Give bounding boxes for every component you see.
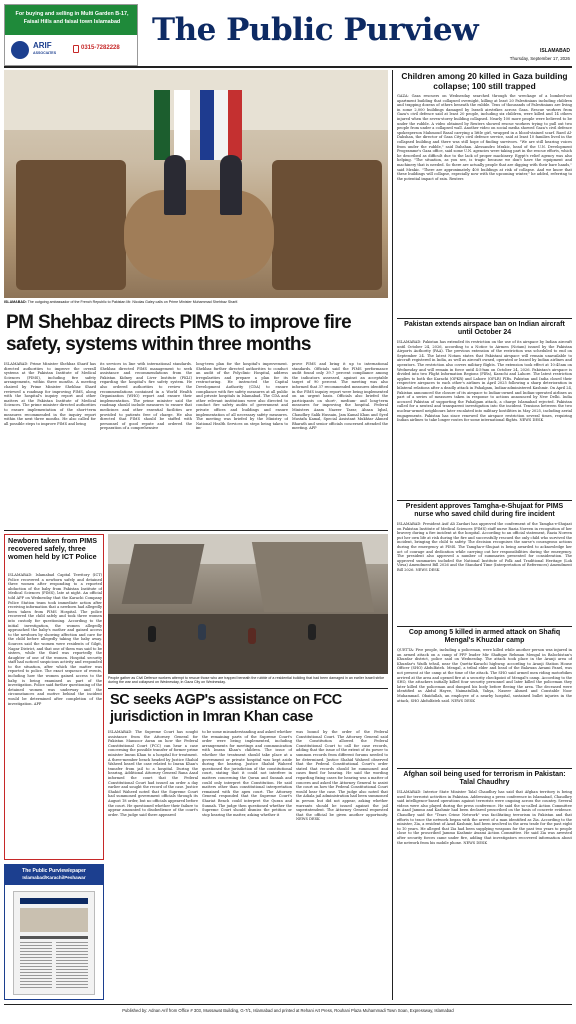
sc-story-column-2: to be some misunderstanding and asked whether the remaining parts of the Supreme Court's order were being implemented, including arrangements for meetings and communication with Imran Khan's children. The issue of whether the treatment should take place at a government or private hospital was kept aside during the hearing. Justice Shahid Waheed questioned the jurisdiction of the constitutional court, stating that it could not interfere in matters concerning the Quran and Sunnah and could only interpret the Constitution. He said matters other than constitutional interpretation remained with the apex court. The Attorney General responded that the Supreme Court's Shariat Bench could interpret the Quran and Sunnah. The judge then questioned whether the Supreme Court should dismiss the petition or stop hearing the matter, asking whether it bbox=[202, 730, 292, 817]
epaper-advertisement[interactable] bbox=[4, 864, 104, 1000]
top-photo-caption bbox=[4, 300, 388, 305]
sc-headline-line-1[interactable]: SC seeks AGP's assistance on FCC bbox=[110, 692, 342, 708]
ad-brand-sub: ASSOCIATES bbox=[33, 51, 57, 55]
right-rule-3 bbox=[397, 626, 572, 627]
main-story-column-3: long-term plan for the hospital's improvement. Shehbaz further directed authorities to conduct an audit of the Polyclinic Hospital, address irregularities and prepare a plan for its restructuring. He instructed the Capital Development Authority (CDA) to ensure compliance with fire safety measures at all public and private hospitals in Islamabad. The CDA and other relevant institutions were also directed to conduct fire safety audits of government and private offices and buildings and ensure implementation of all necessary safety measures. The meeting was briefed by the Ministry of National Health Services on steps being taken to im- bbox=[196, 362, 288, 431]
sc-story-column-3: was bound by the order of the Federal Constitutional Court. The Attorney General said the Constitution allowed the Federal Constitutional Court to call for case records, adding that the issue of the extent of its power to summon records from different forums needed to be determined. Justice Shahid Waheed observed that the Federal Constitutional Court's order stated that records should be summoned and cases fixed for hearing. He said the wording regarding fixing cases for hearing was a matter of concern and asked the Attorney General to assist the court on how the Federal Constitutional Court would hear the case. The judge also noted that the Adiala jail administration had been summoned in person but did not appear, asking whether warrants should be issued against the jail superintendent. The Attorney General requested that the official be given another opportunity. NEWS DESK bbox=[296, 730, 388, 822]
airspace-ban-body: ISLAMABAD: Pakistan has extended its restriction on the use of its airspace by Indian aircraft until October 24, 2026, according to a Notice to Airmen (Notam) issued by the Pakistan Airports Authority (PAA). The previous extension of the restriction was scheduled to end on September 24. The latest Notam states that Pakistani airspace will remain unavailable to aircraft registered in India, as well as aircraft owned, operated or leased by Indian airlines and operators. The restriction also covers military flights. The extension took effect at 10:45am on Wednesday and will remain in force until 4:59am on October 24, 2026. Pakistan's airspace is divided into two Flight Information Regions (FIRs), Karachi and Lahore. The latest restriction applies to both the Karachi (OPKR) and Lahore (OPLR) FIRs. Pakistan and India closed their respective airspaces to each other's airlines in April 2025 following a sharp deterioration in bilateral relations after a deadly attack in Pahalgam, Indian-administered Kashmir. On April 24, Pakistan announced the closure of its airspace to Indian-owned and Indian-operated airlines as part of a series of measures taken in response to actions announced by New Delhi. India accused Pakistan of supporting the Pahalgam attack, a charge Islamabad rejected. Pakistan called for a neutral and transparent investigation into the incident. Tensions between the two nuclear-armed neighbours later escalated into military hostilities in May 2025, including aerial engagements. Pakistan has since renewed the airspace restriction several times, requiring Indian airlines to take longer routes for some international flights. NEWS DESK bbox=[397, 340, 572, 423]
masthead-rule bbox=[4, 66, 572, 68]
ambassador-meeting-photo bbox=[4, 70, 388, 298]
caption-dateline: ISLAMABAD: bbox=[4, 300, 27, 304]
talal-chaudhry-headline[interactable]: Afghan soil being used for terrorism in Pakistan: Talal Chaudhry bbox=[403, 771, 566, 786]
gaza-collapse-headline[interactable]: Children among 20 killed in Gaza building collapse; 100 still trapped bbox=[401, 71, 568, 91]
gaza-photo-caption: People gather as Civil Defence workers attempt to rescue those who are trapped beneath the rubble of a residential building that had been damaged in an earlier Israeli strike during the war and collapsed on Wednesday, in Gaza City on Wednesday. bbox=[108, 676, 385, 685]
main-headline-line-2[interactable]: safety, systems within three months bbox=[6, 334, 311, 355]
ad-phone: 0315-7282228 bbox=[81, 45, 120, 51]
ad-line-1: For buying and selling in Multi Garden B-17, bbox=[15, 11, 129, 17]
epaper-ad-line-1: The Public Purview/epaper bbox=[22, 868, 86, 874]
right-rule-2 bbox=[397, 500, 572, 501]
main-headline-line-1[interactable]: PM Shehbaz directs PIMS to improve fire bbox=[6, 312, 352, 333]
publisher-footer: Published by: Adnan Arif from Office # 303, Mussawat Building, G-7/1, Islamabad and printed at Rehani Art Press, Rouhani Plaza Muhammadi Town Soan, Expressway, Islamabad bbox=[122, 1008, 454, 1013]
main-story-column-2: its services in line with international standards. Shehbaz directed PIMS management to seek assistance and recommendations from the Pakistan Kidney and Liver Institute (PKLI) regarding the hospital's fire safety system. He also ordered authorities to review the recommendations contained in a World Health Organization (WHO) report and ensure their implementation. The prime minister said the roadmap should include measures to ensure that medicines and other essential facilities are provided to patients free of charge. He also directed that PIMS should be staffed with personnel of good repute and ordered the preparation of a comprehensive bbox=[100, 362, 192, 431]
caption-text: The outgoing ambassador of the French Republic to Pakistan Mr. Nicolas Galey calls on Prime Minister Muhammad Shehbaz Sharif. bbox=[27, 300, 239, 304]
left-story-headline[interactable]: Newborn taken from PIMS recovered safely, three women held by ICT Police bbox=[8, 536, 98, 562]
top-advertisement[interactable] bbox=[4, 4, 138, 66]
gaza-rubble-photo bbox=[108, 534, 388, 674]
nurse-award-body: ISLAMABAD: President Asif Ali Zardari has approved the conferment of the Tamgha-e-Shujaat on Pakistan Institute of Medical Sciences (PIMS) staff nurse Razia Noreen in recognition of her bravery during a fire incident at the hospital. According to an official statement, Razia Noreen put her own life at risk during the fire and successfully rescued the only child who survived the incident, bringing the child to safety. The decision recognises the nurse's courageous actions during the emergency at PIMS. The Tamgha-e-Shujaat is being awarded to acknowledge her act of courage and dedication while carrying out her responsibilities during the emergency. The president also approved a number of summaries presented for consideration. The approved summaries included the National Institute of Folk and Traditional Heritage (Lok Virsa) Amendment Bill 2026 and the Standard Time (Interpretation of References) Amendment Bill 2026. NEWS DESK bbox=[397, 522, 572, 572]
khuzdar-attack-headline[interactable]: Cop among 5 killed in armed attack on Shafiq Mengal's Khuzdar camp bbox=[408, 629, 561, 644]
main-story-column-1: ISLAMABAD: Prime Minister Shehbaz Sharif has directed authorities to improve the overall systems at the Pakistan Institute of Medical Sciences (PIMS), including fire safety arrangements, within three months. A meeting chaired by Prime Minister Shehbaz Sharif reviewed a roadmap for improving PIMS, along with the hospital's inquiry report and other matters at the Pakistan Institute of Medical Sciences. The prime minister directed authorities to ensure implementation of the short-term measures recommended in the inquiry report within the next three months. He also called for all possible steps to improve PIMS and bring bbox=[4, 362, 96, 426]
right-rule-1 bbox=[397, 318, 572, 319]
sc-story-column-1: ISLAMABAD: The Supreme Court has sought assistance from the Attorney General for Pakistan Mansoor Awan on how the Federal Constitutional Court (FCC) can hear a case concerning the possible transfer of former prime minister Imran Khan to a hospital for treatment. A three-member bench headed by Justice Shahid Waheed heard the case related to Imran Khan's transfer from jail to a hospital. During the hearing, Additional Attorney General Rana Asad informed the court that the Federal Constitutional Court had issued an order a day earlier and sought the record of the case. Justice Shahid Waheed noted that the Supreme Court had summoned government officials through its August 18 order, but no officials appeared before the court. He questioned whether their failure to appear amounted to disobedience of the court's order. The judge said there appeared bbox=[108, 730, 198, 817]
footer-rule bbox=[4, 1004, 572, 1005]
airspace-ban-headline[interactable]: Pakistan extends airspace ban on Indian aircraft until October 24 bbox=[404, 321, 565, 336]
main-story-column-4: prove PIMS and bring it up to international standards. Officials said the PIMS performance audit found only 39.7 percent compliance among the indicators assessed, against an acceptable target of 90 percent. The meeting was also informed that 37 recommended measures identified in the PIMS inquiry report were being implemented on an urgent basis. Officials also briefed the participants on short-, medium- and long-term measures for improving the hospital. Federal Ministers Azam Nazeer Tarar, Ahsan Iqbal, Chaudhry Salik Hussain, Jam Kamal Khan and Syed Mustafa Kamal, Special Assistant Mukhtar Ahmed Bharath and senior officials concerned attended the meeting. APP bbox=[292, 362, 388, 431]
right-column-divider bbox=[392, 70, 393, 1000]
epaper-ad-line-2: Islamabad/Karachi/Peshawar bbox=[22, 875, 86, 880]
phone-icon bbox=[73, 45, 79, 53]
left-story-body: ISLAMABAD: Islamabad Capital Territory (ICT) Police recovered a newborn safely and detained three women after responding to a reported abduction of the baby from Pakistan Institute of Medical Sciences (PIMS), late at night. An official told APP on Wednesday that the Karachi Company Police Station team took immediate action after receiving information that a newborn had allegedly been taken from PIMS Hospital. The police recovered the child safely and took three women into custody for questioning. According to the initial investigation, the women allegedly approached the baby's mother and gained access to the newborn by showing affection and care for the child before allegedly taking the baby away. Sources said the women were residents of Gilgit, Nagar District, and that one of them was said to be sisters, while the third was reportedly the daughter of one of the women. Hospital security staff had noticed suspicious activity and responded to the situation, after which the matter was reported to police. The exact sequence of events, including how the women gained access to the baby, is being examined as part of the investigation. Police said further questioning of the detained women was underway and the circumstances and motive behind the incident would be determined after completion of the investigation. APP bbox=[8, 573, 102, 706]
main-story-bottom-rule bbox=[4, 530, 388, 531]
arif-logo-icon bbox=[11, 41, 29, 59]
sc-headline-line-2[interactable]: jurisdiction in Imran Khan case bbox=[110, 709, 313, 725]
left-story-box bbox=[4, 534, 104, 860]
masthead-city: ISLAMABAD bbox=[540, 48, 570, 54]
gaza-collapse-body: GAZA: Gaza rescuers on Wednesday searched through the wreckage of a bombed-out apartment building that collapsed overnight, killing at least 20 Palestinians including children and trapping dozens of others beneath the rubble. Tens of thousands of Palestinians are living in some 2,000 buildings damaged by Israeli airstrikes across Gaza. Rescue workers from Gaza's civil defence said at least 20 people, including six children, were killed and 14 others injured when the seven-storey building collapsed. Nearly 100 more people were believed to be under the rubble. A video obtained by Reuters showed rescue workers trying to pull out two people from under a collapsed wall. Another video on social media showed Gaza's civil defence spokesperson Mahmoud Basal carrying a little girl, wrapped in a blood-stained scarf. Raed Al-Dahshan, the director of Gaza City's civil defence service, said at least 10 families lived in the collapsed building and there was still hope of finding survivors. "We are still hearing voices from under the rubble," said Dahshan. Alessandro Mrakic, head of the U.N. Development Programme's Gaza office, said some U.N. agencies were taking part in the rescue efforts, which he described as difficult due to the lack of proper machinery. Egypt's relief agency was also helping. "The situation, as you see, is tragic because we don't have the equipment and machinery that is needed. So there are actually people that are digging with their bare hands," said Mrakic. "There are approximately 400 buildings at risk of collapse. And we know that these buildings will collapse, especially now with the upcoming winter," he added, referring to the potential impact of rain. Reuters bbox=[397, 94, 572, 181]
talal-chaudhry-body: ISLAMABAD: Interior State Minister Talal Chaudhry has said that Afghan territory is being used for terrorist activities in Pakistan. Addressing a press conference in Islamabad, Chaudhry said intelligence-based operations against terrorists were ongoing across the country. Several videos were also played during the press conference. He said the so-called Action Committee in Azad Jammu and Kashmir had been declared proscribed on the basis of concrete evidence. Chaudhry said the "Tears Crime Network" was facilitating terrorism in Pakistan and that efforts to trace the network began with the arrest of a man identified as Zia. According to the minister, Zia, a resident of Azad Kashmir, had been involved in the area trade for the past eight to 10 years. He alleged that Zia had been supplying weapons for the past two years to people close to the proscribed Jammu Kashmir Awami Action Committee. He said Zia was arrested after security forces came under fire, adding that investigators recovered information about the network from his mobile phone. NEWS DESK bbox=[397, 790, 572, 845]
khuzdar-attack-body: QUETTA: Five people, including a policeman, were killed while another person was injured in an armed attack on a camp of PPP leader Mir Shafique Rehman Mengal in Balochistan's Khuzdar district, police said on Wednesday. The attack took place in the Aranji area of Khuzdar's Wadh tehsil, near the Quetta-Karachi highway, according to Aranji Station House Officer (SHO) Abdulfateh. Mengal, a tribal elder and head of the Balawan Awami Panel, was not present at the camp at the time of the attack. The SHO said armed men riding motorbikes arrived at the area and opened fire at a security checkpoint of Mengal's camp. According to the SHO, the attackers initially killed four security personnel and later killed the policeman they later killed the policeman and dumped his body before fleeing the area. The deceased were identified as Abdul Hayee, Naimatullah, Yahya, Naseer Ahmed and Constable Noor Muhammad. Obaidullah, an employee of a nearby hospital, sustained bullet injuries in the attack, SHO Abdulfateh said. NEWS DESK bbox=[397, 648, 572, 703]
ad-line-2: Faisal Hills and faisal town Islamabad bbox=[23, 19, 121, 25]
gaza-caption-rule bbox=[108, 688, 388, 689]
ad-brand: ARIF bbox=[33, 41, 52, 50]
right-rule-4 bbox=[397, 768, 572, 769]
masthead-date: Thursday, September 17, 2026 bbox=[509, 56, 570, 61]
nurse-award-headline[interactable]: President approves Tamgha-e-Shujaat for PIMS nurse who saved child during fire incident bbox=[405, 503, 564, 518]
newspaper-thumbnail-icon bbox=[13, 891, 95, 995]
masthead-title: The Public Purview bbox=[152, 12, 479, 48]
